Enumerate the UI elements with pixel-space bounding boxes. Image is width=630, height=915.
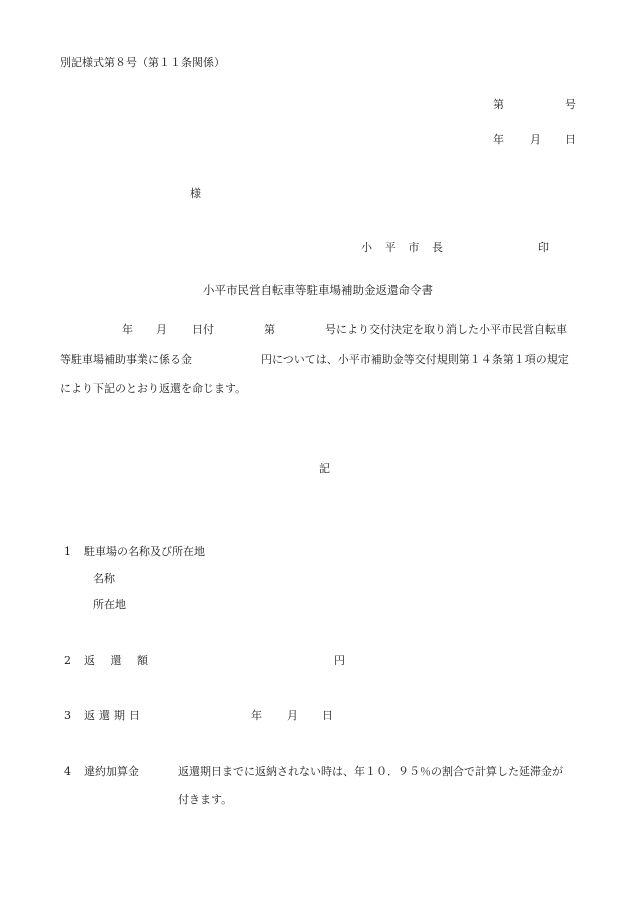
item1-location-label: 所在地	[93, 598, 126, 611]
item1-number: 1	[64, 545, 71, 558]
item3-day: 日	[322, 709, 333, 722]
item4-label: 違約加算金	[84, 765, 139, 778]
item2-unit-yen: 円	[334, 654, 345, 667]
issuer-title	[361, 241, 443, 255]
item2-label	[84, 654, 148, 668]
body-year: 年	[122, 323, 133, 336]
item3-month: 月	[287, 709, 298, 722]
item3-label-char: 還	[99, 709, 110, 722]
body-no-prefix: 第	[264, 323, 275, 336]
item3-label-char: 期	[114, 709, 125, 722]
item4-number: 4	[64, 765, 71, 778]
item3-number: 3	[64, 709, 71, 722]
item1-label: 駐車場の名称及び所在地	[84, 545, 205, 558]
doc-number-suffix: 号	[565, 98, 576, 111]
item3-label-char: 返	[84, 709, 95, 722]
body-line1-text: 号により交付決定を取り消した小平市民営自転車	[325, 323, 567, 336]
date-year: 年	[493, 133, 504, 146]
form-label: 別記様式第８号（第１１条関係）	[60, 56, 225, 69]
body-line2-text-b: 円については、小平市補助金等交付規則第１４条第１項の規定	[261, 353, 569, 366]
issuer-char: 市	[408, 241, 420, 254]
item4-text-line2: 付きます。	[178, 793, 233, 806]
item2-label-char: 還	[110, 654, 122, 667]
body-line2-text-a: 等駐車場補助事業に係る金	[60, 353, 192, 366]
addressee-sama: 様	[190, 187, 201, 200]
item2-number: 2	[64, 654, 71, 667]
item2-label-char: 返	[84, 654, 95, 667]
item4-text-line1: 返還期日までに返納されない時は、年１０．９５％の割合で計算した延滞金が	[178, 765, 563, 778]
doc-number-prefix: 第	[493, 98, 504, 111]
body-dated: 日付	[192, 323, 214, 336]
issuer-char: 長	[431, 241, 443, 254]
item2-label-char: 額	[137, 654, 148, 667]
issuer-char: 平	[384, 241, 396, 254]
item3-year: 年	[251, 709, 262, 722]
seal-mark: 印	[538, 241, 549, 254]
issuer-char: 小	[361, 241, 372, 254]
body-line3-text: により下記のとおり返還を命じます。	[60, 382, 247, 395]
item3-label	[84, 709, 140, 723]
ki-heading: 記	[319, 462, 330, 475]
item1-name-label: 名称	[93, 572, 115, 585]
document-title: 小平市民営自転車等駐車場補助金返還命令書	[203, 283, 433, 297]
date-month: 月	[530, 133, 541, 146]
body-month: 月	[156, 323, 167, 336]
item3-label-char: 日	[129, 709, 140, 722]
date-day: 日	[565, 133, 576, 146]
